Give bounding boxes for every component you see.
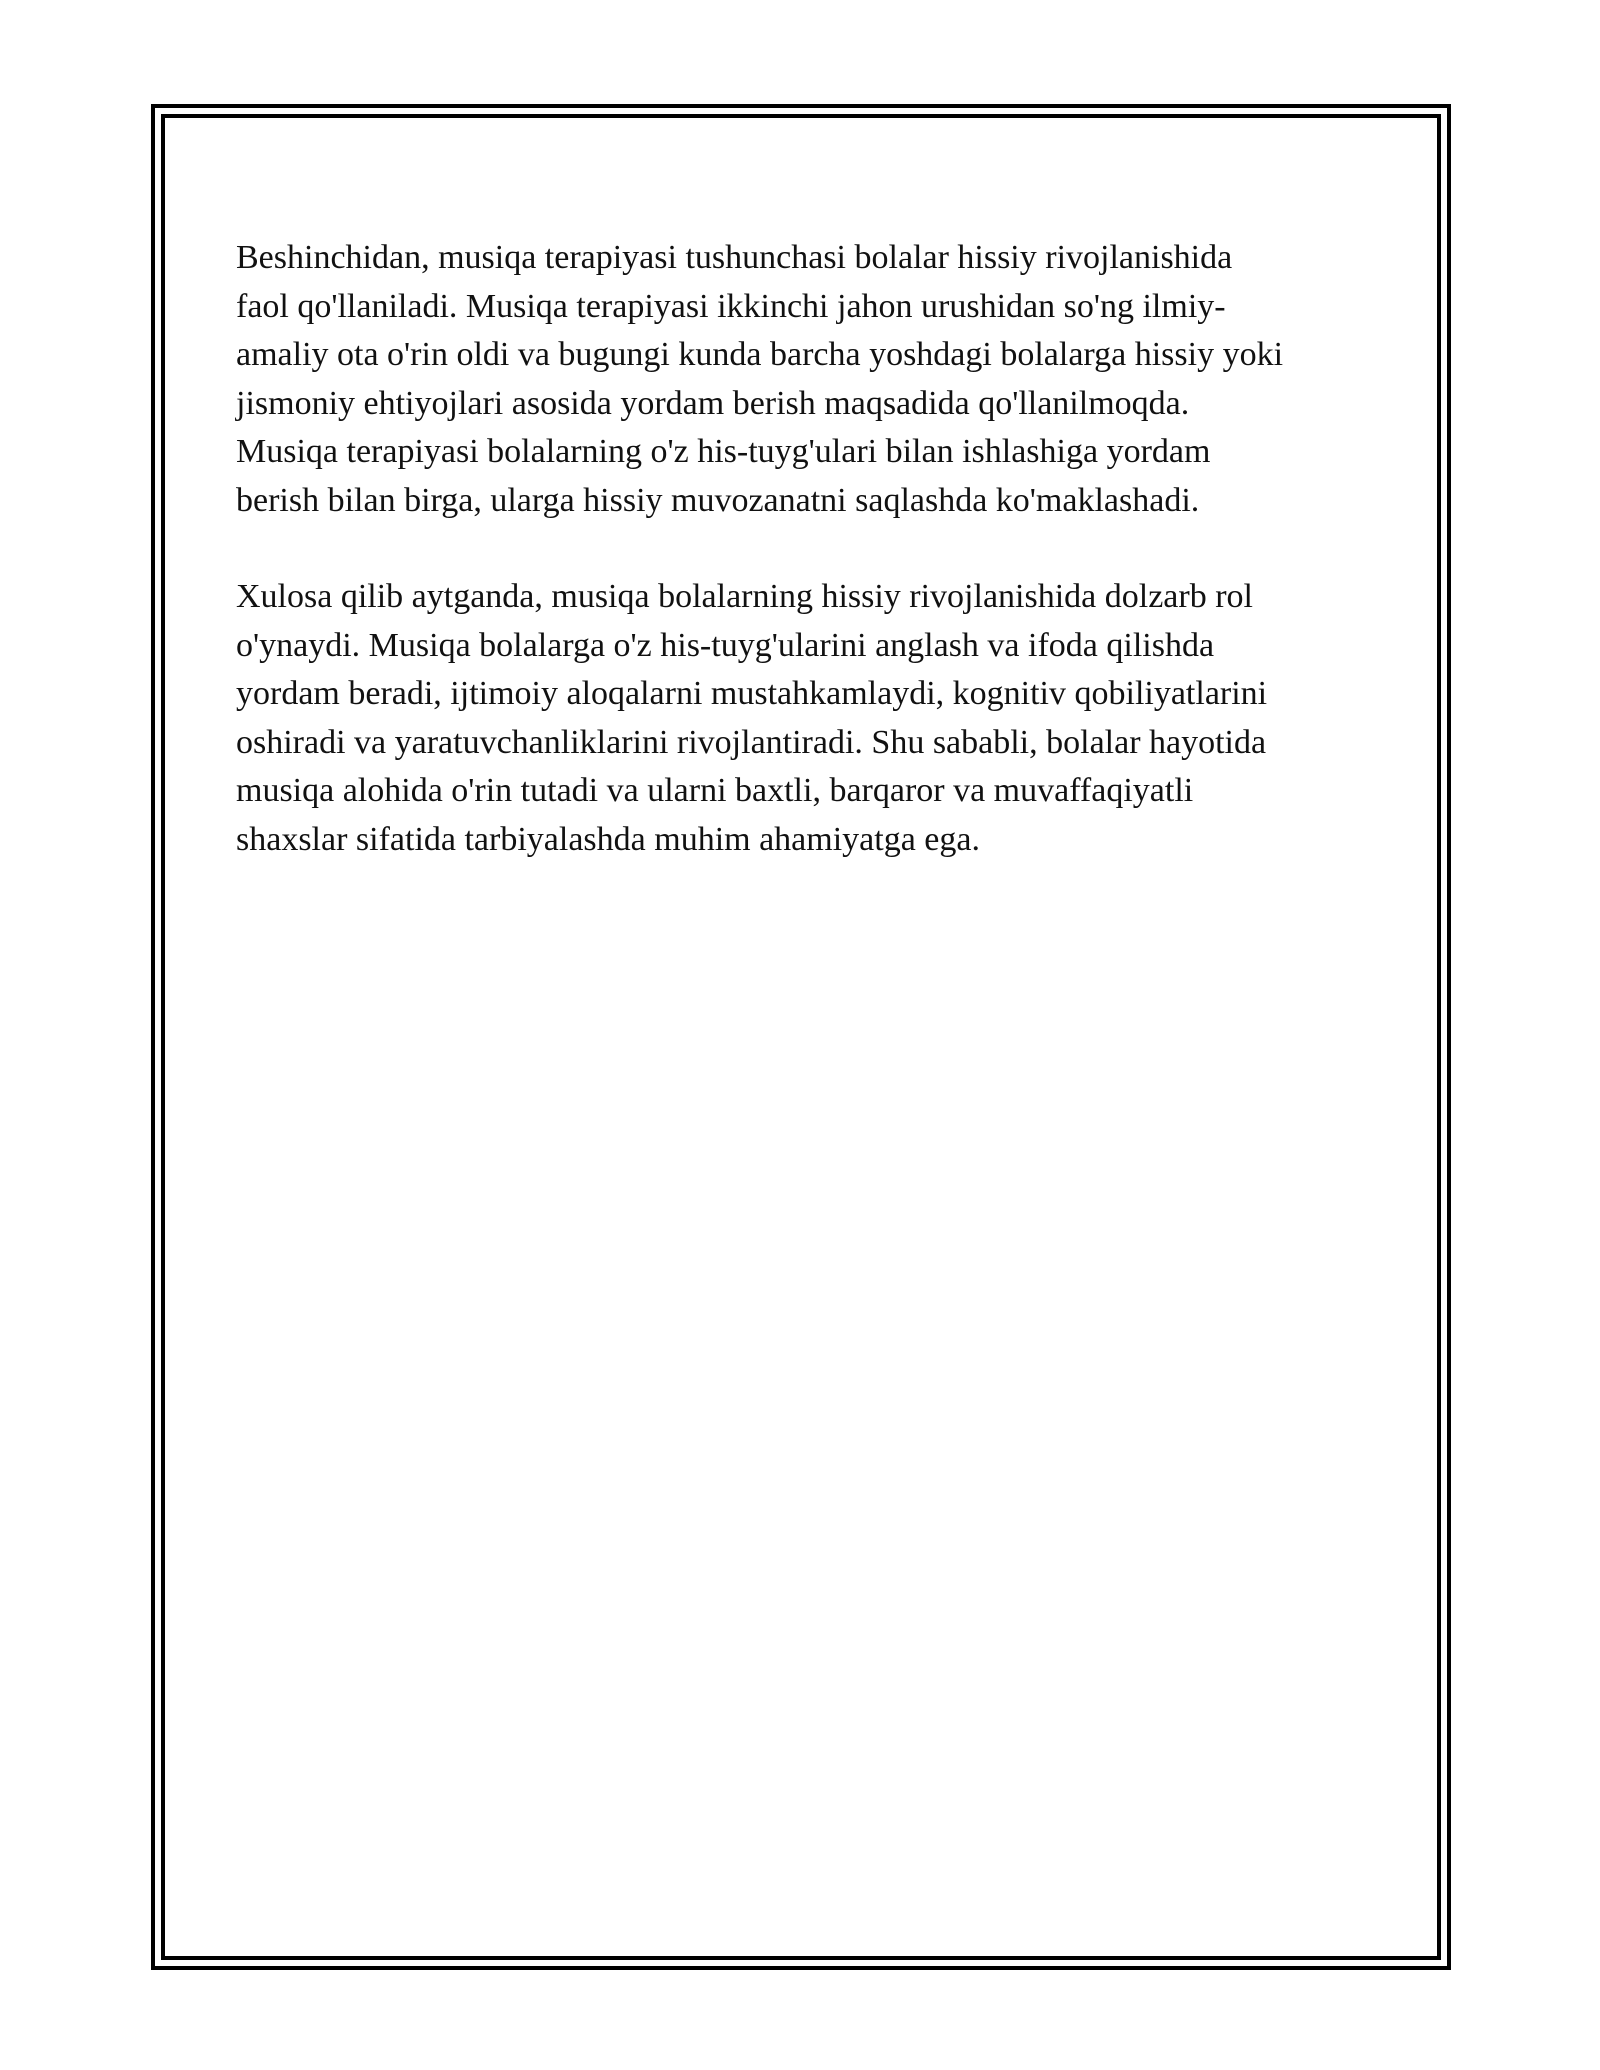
text-line: oshiradi va yaratuvchanliklarini rivojlantiradi. Shu sababli, bolalar hayotida xyxy=(236,723,1267,761)
text-line: amaliy ota o'rin oldi va bugungi kunda barcha yoshdagi bolalarga hissiy yoki xyxy=(236,336,1284,373)
text-line: Xulosa qilib aytganda, musiqa bolalarning hissiy rivojlanishida dolzarb rol xyxy=(236,578,1253,615)
text-line: jismoniy ehtiyojlari asosida yordam berish maqsadida qo'llanilmoqda. xyxy=(236,384,1190,422)
text-line: o'ynaydi. Musiqa bolalarga o'z his-tuyg'ularini anglash va ifoda qilishda xyxy=(236,626,1215,664)
text-line: faol qo'llaniladi. Musiqa terapiyasi ikkinchi jahon urushidan so'ng ilmiy- xyxy=(236,287,1226,325)
text-line: shaxslar sifatida tarbiyalashda muhim ahamiyatga ega. xyxy=(236,820,980,858)
text-line: yordam beradi, ijtimoiy aloqalarni mustahkamlaydi, kognitiv qobiliyatlarini xyxy=(236,675,1268,712)
text-line: musiqa alohida o'rin tutadi va ularni baxtli, barqaror va muvaffaqiyatli xyxy=(236,772,1194,809)
text-line: Beshinchidan, musiqa terapiyasi tushunchasi bolalar hissiy rivojlanishida xyxy=(236,239,1233,276)
paragraph-conclusion xyxy=(236,573,1376,864)
paragraph-music-therapy xyxy=(236,234,1376,525)
text-line: Musiqa terapiyasi bolalarning o'z his-tuyg'ulari bilan ishlashiga yordam xyxy=(236,433,1211,470)
text-line: berish bilan birga, ularga hissiy muvozanatni saqlashda ko'maklashadi. xyxy=(236,481,1200,519)
page-content xyxy=(236,234,1376,864)
